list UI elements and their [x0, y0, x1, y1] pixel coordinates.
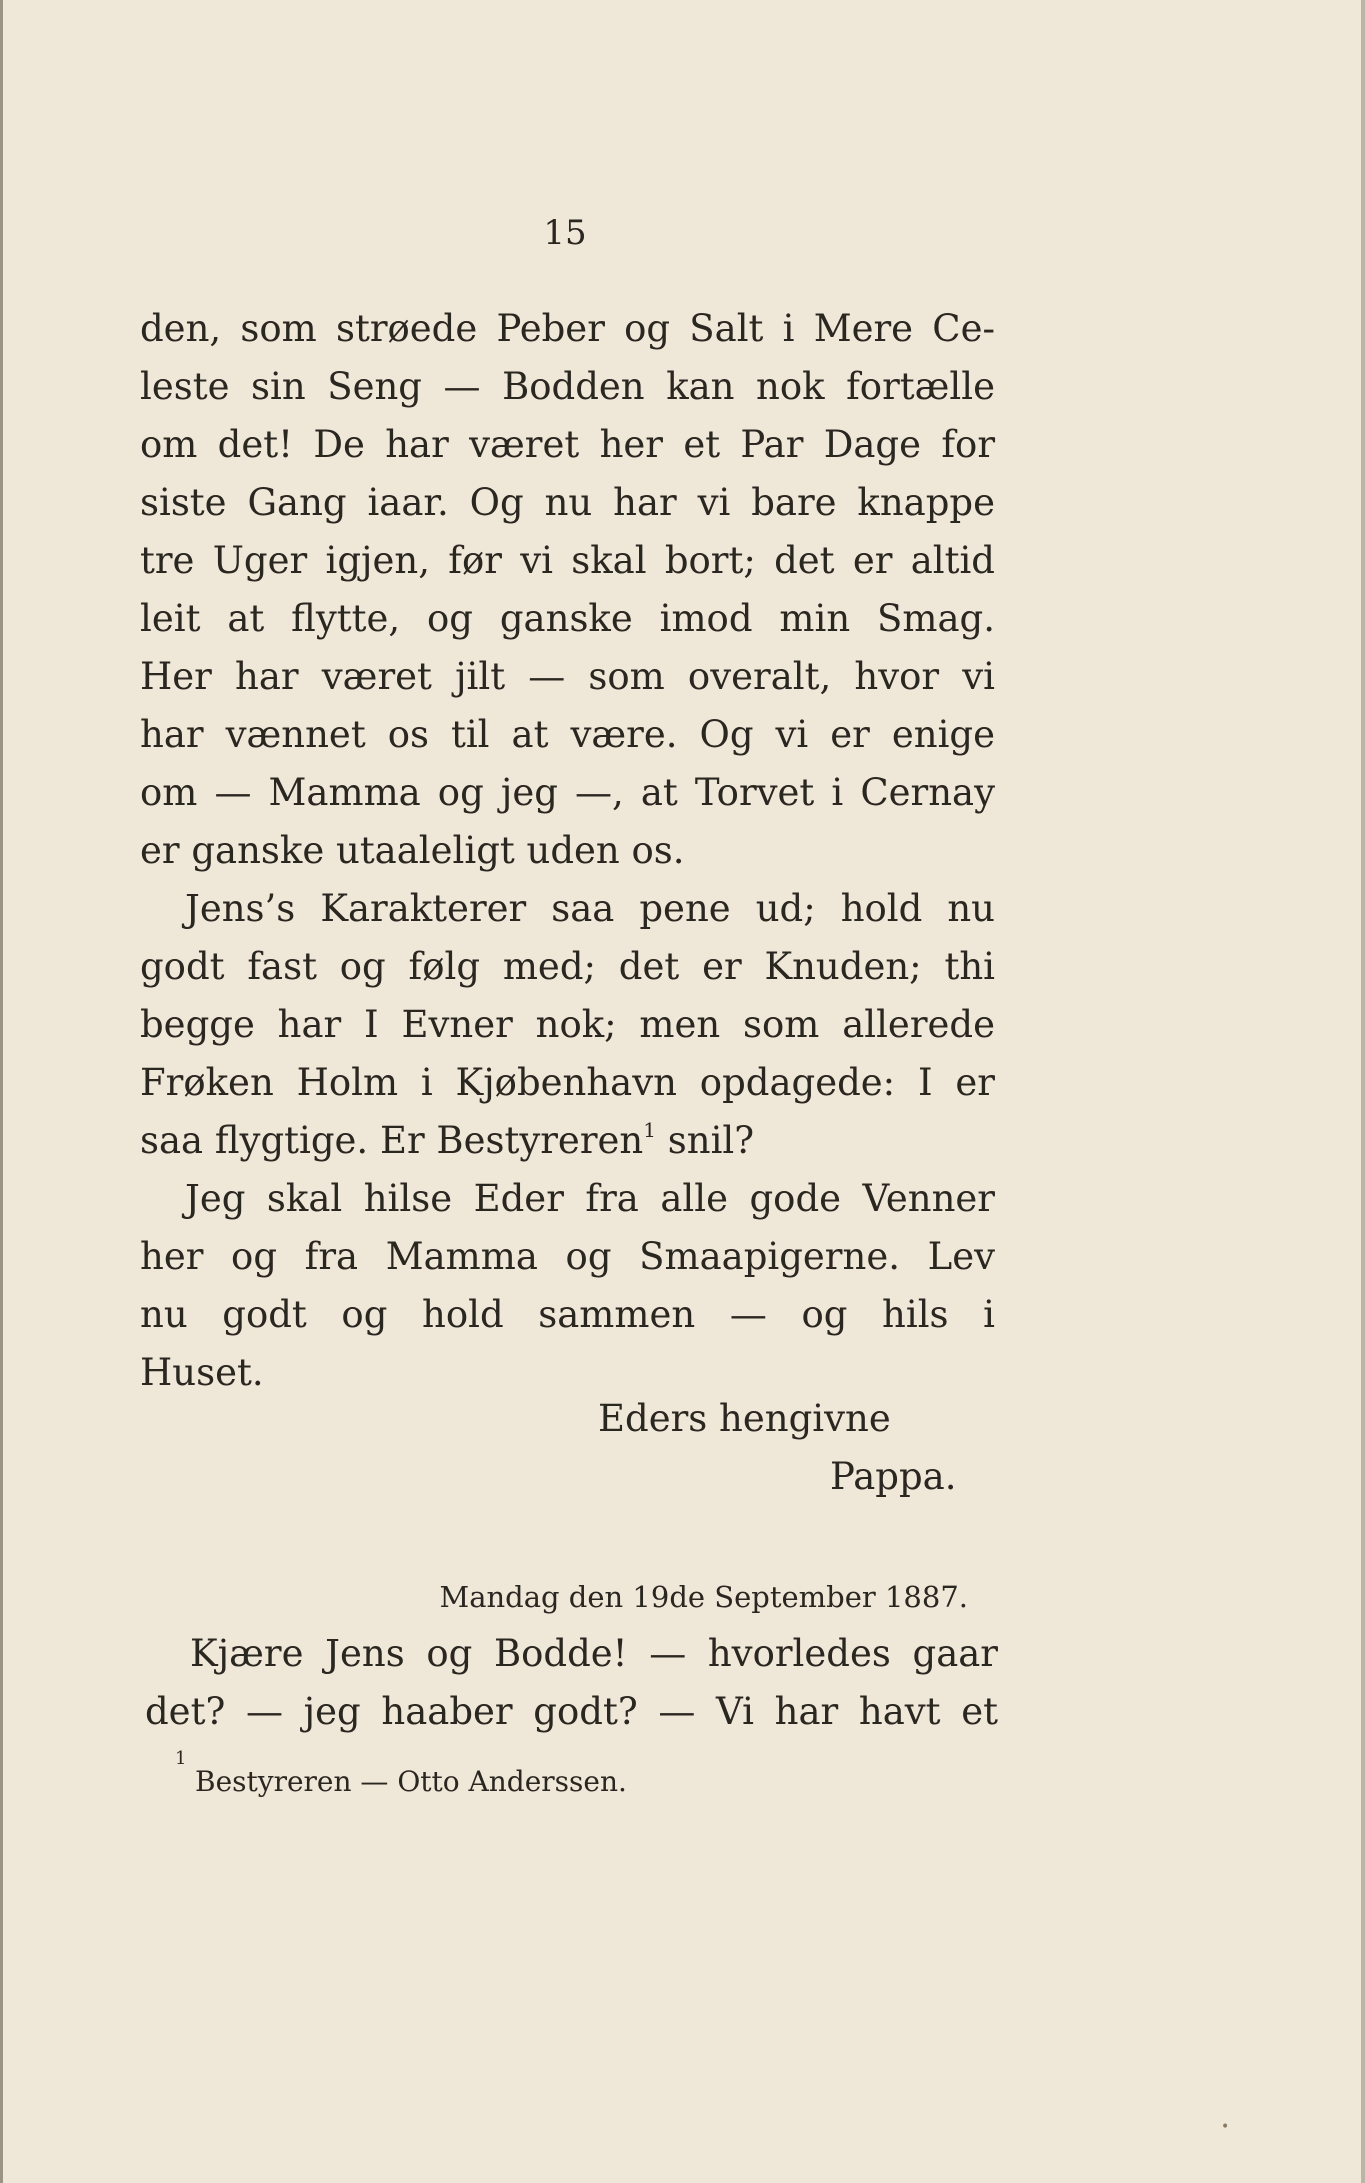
text-line: tre Uger igjen, før vi skal bort; det er altid [140, 539, 995, 582]
second-letter-body [145, 1625, 998, 1741]
text-line: Her har været jilt — som overalt, hvor vi [140, 655, 995, 698]
letter-body [140, 300, 995, 1402]
letter-signature: Pappa. [830, 1455, 957, 1498]
text-line: er ganske utaaleligt uden os. [140, 829, 685, 872]
text-line: om det! De har været her et Par Dage for [140, 423, 995, 466]
text-line-with-footnote [140, 1112, 995, 1170]
text-line: her og fra Mamma og Smaapigerne. Lev [140, 1235, 995, 1278]
paragraph-start-line: Jeg skal hilse Eder fra alle gode Venner [185, 1177, 995, 1220]
paragraph-start-line: Jens’s Karakterer saa pene ud; hold nu [185, 887, 995, 930]
paper-speck-icon: • [1221, 2119, 1230, 2135]
text-line: siste Gang iaar. Og nu har vi bare knappe [140, 481, 995, 524]
text-line: Frøken Holm i Kjøbenhavn opdagede: I er [140, 1061, 995, 1104]
salutation-line: Kjære Jens og Bodde! — hvorledes gaar [190, 1632, 998, 1675]
line-text: saa flygtige. Er Bestyreren [140, 1119, 644, 1162]
text-line: nu godt og hold sammen — og hils i [140, 1293, 995, 1336]
text-line: det? — jeg haaber godt? — Vi har havt et [145, 1690, 998, 1733]
page-number: 15 [543, 213, 587, 253]
text-line: begge har I Evner nok; men som allerede [140, 1003, 995, 1046]
letter-dateline: Mandag den 19de September 1887. [439, 1580, 968, 1614]
letter-closing: Eders hengivne [598, 1397, 891, 1440]
text-line: den, som strøede Peber og Salt i Mere Ce- [140, 307, 995, 350]
text-line: Huset. [140, 1351, 264, 1394]
footnote: 1 Bestyreren — Otto Anderssen. [175, 1748, 627, 1798]
page-left-edge [0, 0, 3, 2183]
text-line: godt fast og følg med; det er Knuden; thi [140, 945, 995, 988]
text-line: leit at flytte, og ganske imod min Smag. [140, 597, 995, 640]
page-right-edge [1361, 0, 1365, 2183]
text-line: har vænnet os til at være. Og vi er enige [140, 713, 995, 756]
text-line: leste sin Seng — Bodden kan nok fortælle [140, 365, 995, 408]
footnote-reference: 1 [643, 1118, 656, 1142]
text-line: om — Mamma og jeg —, at Torvet i Cernay [140, 771, 995, 814]
line-text-end: snil? [655, 1119, 755, 1162]
footnote-text: Bestyreren — Otto Anderssen. [195, 1765, 627, 1798]
